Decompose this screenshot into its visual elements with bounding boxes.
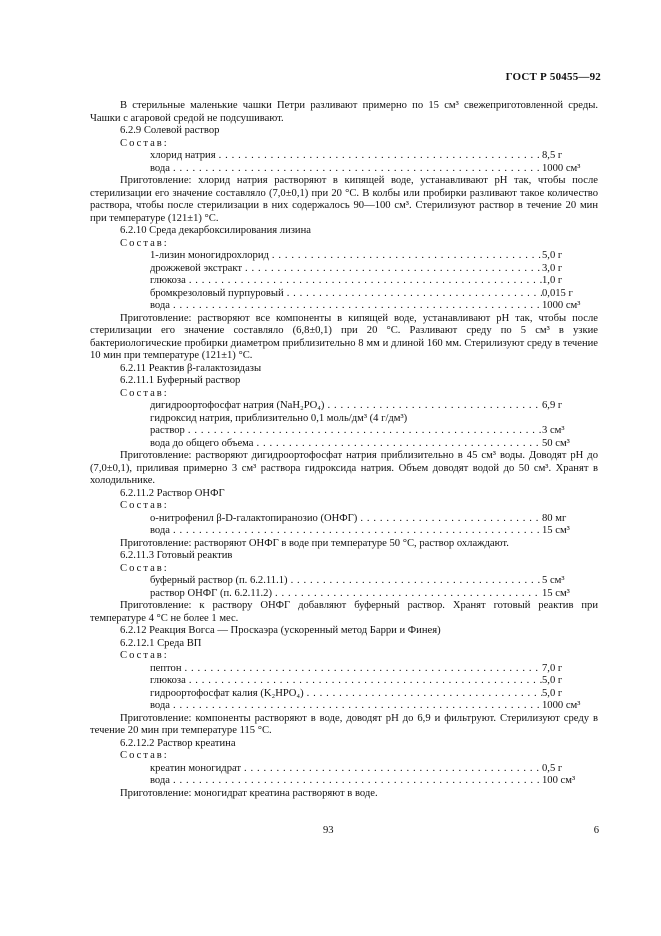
- ingredient-value: 5,0 г: [542, 687, 563, 699]
- composition-row: [90, 250, 598, 263]
- page-number: 93: [323, 825, 334, 836]
- composition-row: [90, 425, 598, 438]
- composition-label: Состав:: [120, 562, 169, 574]
- composition-row: [90, 763, 598, 776]
- ingredient-name: вода: [150, 162, 171, 174]
- composition-row: [90, 438, 598, 451]
- ingredient-name: вода до общего объема: [150, 437, 254, 449]
- section-title: 6.2.11 Реактив β-галактозидазы: [120, 362, 262, 374]
- ingredient-name: глюкоза: [150, 675, 186, 686]
- ingredient-value: 1000 см³: [542, 300, 581, 311]
- ingredient-name: хлорид натрия: [150, 150, 216, 161]
- composition-label: Состав:: [120, 137, 169, 149]
- composition-row: [90, 263, 598, 276]
- composition-row: [90, 288, 598, 301]
- preparation-text: Приготовление: растворяют ОНФГ в воде при температуре 50 °С, раствор охлаждают.: [120, 537, 509, 549]
- composition-row: [90, 150, 598, 163]
- ingredient-value: 1000 см³: [542, 162, 581, 174]
- preparation-text: Приготовление: к раствору ОНФГ добавляют буферный раствор. Хранят готовый реактив при температуре 4 °С не более 1 мес.: [90, 600, 598, 624]
- preparation-text: Приготовление: растворяют дигидроортофосфат натрия приблизительно в 45 см³ воды. Доводят pH до (7,0±0,1), приливая примерно 3 см³ раствора гидроксида натрия. Объем доводят водой до 50 см³. Хранят в холодильнике.: [90, 450, 598, 486]
- composition-row: [90, 163, 598, 176]
- ingredient-name: бромкрезоловый пурпуровый: [150, 287, 284, 299]
- composition-row: [90, 675, 598, 688]
- ingredient-value: 15 см³: [542, 587, 570, 599]
- ingredient-name: пептон: [150, 662, 182, 674]
- ingredient-value: 3,0 г: [542, 262, 563, 274]
- composition-label: Состав:: [120, 500, 169, 511]
- preparation-text: Приготовление: компоненты растворяют в воде, доводят pH до 6,9 и фильтруют. Стерилизуют среду в течение 20 мин при температуре 115 °С.: [90, 712, 598, 736]
- ingredient-value: 3 см³: [542, 425, 565, 436]
- composition-label: Состав:: [120, 387, 169, 399]
- composition-row: [90, 700, 598, 713]
- composition-label: Состав:: [120, 750, 169, 761]
- composition-row: [90, 400, 598, 413]
- document-body: [90, 100, 598, 800]
- ingredient-name: дрожжевой экстракт: [150, 262, 242, 274]
- composition-row: [90, 275, 598, 288]
- preparation-text: Приготовление: хлорид натрия растворяют в кипящей воде, устанавливают pH так, чтобы после стерилизации его значение составляло (7,0±0,1) при 20 °С. В колбы или пробирки разливают такое количество раствора, чтобы после стерилизации в них содержалось 90—100 см³. Стерилизуют раствор в течение 20 мин при температуре (121±1) °С.: [90, 175, 598, 224]
- preparation-text: Приготовление: растворяют все компоненты в кипящей воде, устанавливают pH так, чтобы после стерилизации его значение составляло (6,8±0,1) при 20 °С. Разливают среду по 5 см³ в узкие бактериологические пробирки диаметром приблизительно 8 мм и длиной 160 мм. Стерилизуют среду в течение 10 мин при температуре (121±1) °С.: [90, 312, 598, 361]
- ingredient-name: глюкоза: [150, 275, 186, 286]
- section-title: 6.2.9 Солевой раствор: [120, 125, 220, 136]
- preparation-text: Приготовление: моногидрат креатина растворяют в воде.: [120, 787, 378, 799]
- ingredient-name: буферный раствор (п. 6.2.11.1): [150, 575, 288, 586]
- ingredient-value: 1000 см³: [542, 700, 581, 711]
- ingredient-name: вода: [150, 525, 171, 536]
- ingredient-name: раствор ОНФГ (п. 6.2.11.2): [150, 587, 273, 599]
- ingredient-value: 5 см³: [542, 575, 565, 586]
- composition-row: [90, 688, 598, 701]
- composition-row: [90, 588, 598, 601]
- ingredient-value: 15 см³: [542, 525, 570, 536]
- section-title: 6.2.12 Реакция Вогса — Проскаэра (ускоренный метод Барри и Финея): [120, 625, 441, 636]
- section-title: 6.2.10 Среда декарбоксилирования лизина: [120, 225, 311, 236]
- composition-row: [90, 525, 598, 538]
- ingredient-name: вода: [150, 300, 171, 311]
- subsection-title: 6.2.11.1 Буферный раствор: [120, 375, 241, 386]
- composition-row: [90, 513, 598, 526]
- ingredient-name: гидроксид натрия, приблизительно 0,1 моль/дм³ (4 г/дм³): [150, 412, 408, 424]
- composition-row: [90, 413, 598, 426]
- intro-paragraph: В стерильные маленькие чашки Петри разливают примерно по 15 см³ свежеприготовленной среды. Чашки с агаровой средой не подсушивают.: [90, 100, 598, 124]
- ingredient-name: гидроортофосфат калия (K₂HPO₄): [150, 687, 304, 699]
- ingredient-name: o-нитрофенил β-D-галактопиранозио (ОНФГ): [150, 512, 358, 524]
- ingredient-value: 5,0 г: [542, 675, 563, 686]
- ingredient-value: 80 мг: [542, 512, 567, 524]
- composition-row: [90, 663, 598, 676]
- sheet-number: 6: [593, 825, 599, 836]
- ingredient-value: 100 см³: [542, 775, 576, 786]
- composition-row: [90, 775, 598, 788]
- composition-row: [90, 300, 598, 313]
- ingredient-name: дигидроортофосфат натрия (NaH₂PO₄): [150, 400, 325, 411]
- ingredient-value: 5,0 г: [542, 250, 563, 261]
- ingredient-value: 0,5 г: [542, 762, 563, 774]
- subsection-title: 6.2.12.2 Раствор креатина: [120, 737, 236, 749]
- ingredient-name: вода: [150, 775, 171, 786]
- ingredient-value: 8,5 г: [542, 150, 563, 161]
- ingredient-value: 6,9 г: [542, 400, 563, 411]
- ingredient-value: 7,0 г: [542, 662, 563, 674]
- subsection-title: 6.2.11.2 Раствор ОНФГ: [120, 487, 225, 499]
- ingredient-name: креатин моногидрат: [150, 762, 242, 774]
- ingredient-value: 0,015 г: [542, 287, 573, 299]
- ingredient-value: 1,0 г: [542, 275, 563, 286]
- ingredient-name: вода: [150, 700, 171, 711]
- ingredient-name: раствор: [150, 425, 185, 436]
- ingredient-name: 1-лизин моногидрохлорид: [150, 250, 269, 261]
- subsection-title: 6.2.12.1 Среда ВП: [120, 637, 202, 649]
- ingredient-value: 50 см³: [542, 437, 570, 449]
- subsection-title: 6.2.11.3 Готовый реактив: [120, 550, 233, 561]
- standard-header: ГОСТ Р 50455—92: [505, 71, 601, 83]
- composition-row: [90, 575, 598, 588]
- composition-label: Состав:: [120, 237, 169, 249]
- composition-label: Состав:: [120, 650, 169, 661]
